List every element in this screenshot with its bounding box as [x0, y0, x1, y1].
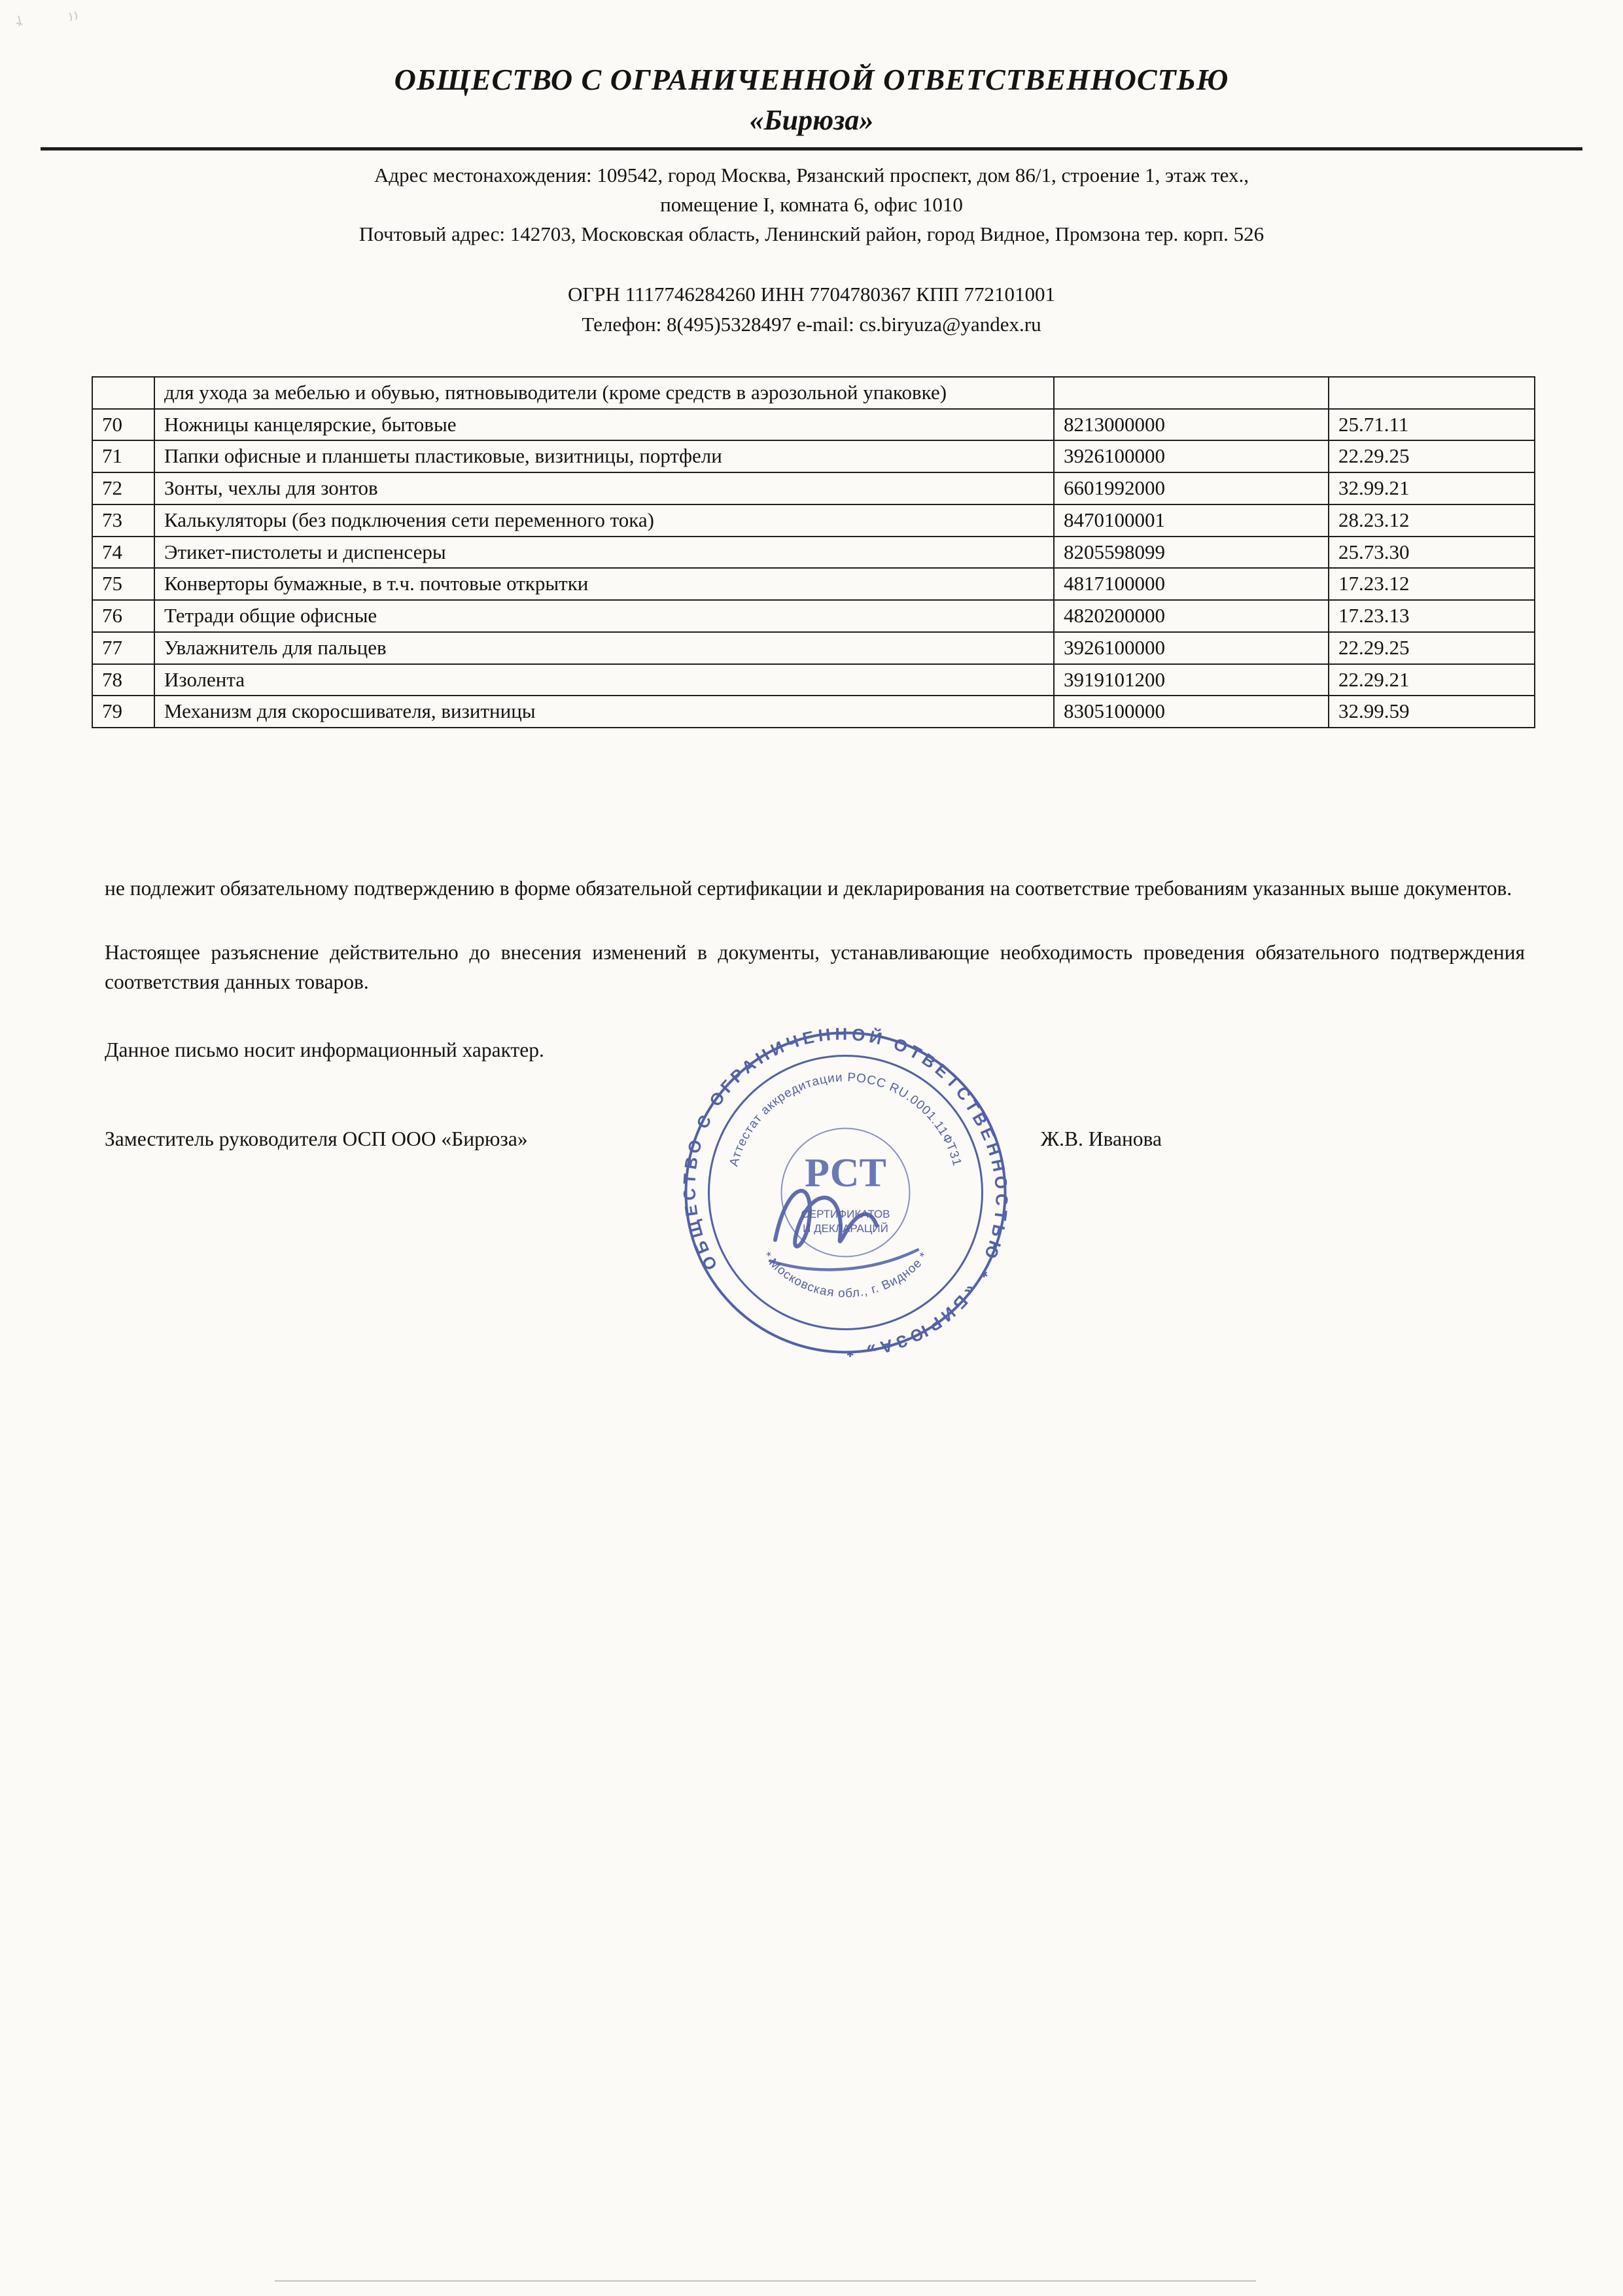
- row-name-cell: Изолента: [154, 664, 1054, 696]
- contact-line: Телефон: 8(495)5328497 e-mail: cs.biryuza@yandex.ru: [582, 313, 1041, 336]
- row-number-cell: 74: [92, 537, 154, 569]
- row-name-cell: для ухода за мебелью и обувью, пятновыводители (кроме средств в аэрозольной упаковке): [154, 377, 1054, 409]
- row-number-cell: 72: [92, 472, 154, 504]
- row-okpd-cell: 22.29.21: [1329, 664, 1535, 696]
- table-row: [92, 568, 1535, 600]
- row-code-cell: 4817100000: [1054, 568, 1329, 600]
- table-row: [92, 537, 1535, 569]
- row-name-cell: Конверторы бумажные, в т.ч. почтовые открытки: [154, 568, 1054, 600]
- row-okpd-cell: 25.73.30: [1329, 537, 1535, 569]
- table-row: [92, 440, 1535, 472]
- row-okpd-cell: 22.29.25: [1329, 440, 1535, 472]
- paragraph-certification: не подлежит обязательному подтверждению в форме обязательной сертификации и декларирования на соответствие требованиям указанных выше документов.: [105, 877, 1512, 900]
- row-code-cell: 8470100001: [1054, 504, 1329, 537]
- row-number-cell: 79: [92, 696, 154, 728]
- letterhead-divider: [41, 147, 1582, 150]
- row-code-cell: 8213000000: [1054, 409, 1329, 441]
- stamp-middle-circle: [709, 1056, 983, 1330]
- round-stamp: [677, 1024, 1014, 1361]
- row-code-cell: 3926100000: [1054, 440, 1329, 472]
- row-name-cell: Тетради общие офисные: [154, 600, 1054, 632]
- row-okpd-cell: 32.99.59: [1329, 696, 1535, 728]
- row-number-cell: 77: [92, 632, 154, 664]
- table-row: [92, 409, 1535, 441]
- row-code-cell: [1054, 377, 1329, 409]
- postal-address-line: Почтовый адрес: 142703, Московская область, Ленинский район, город Видное, Промзона тер. корп. 526: [358, 222, 1265, 245]
- row-number-cell: 70: [92, 409, 154, 441]
- letter-body: [105, 874, 1525, 1065]
- signer-name: Ж.В. Иванова: [1040, 1127, 1162, 1150]
- row-name-cell: Папки офисные и планшеты пластиковые, визитницы, портфели: [154, 440, 1054, 472]
- registration-line: ОГРН 1117746284260 ИНН 7704780367 КПП 772101001: [568, 282, 1055, 306]
- stamp-location-text: * Московская обл., г. Видное *: [759, 1249, 932, 1301]
- row-name-cell: Зонты, чехлы для зонтов: [154, 472, 1054, 504]
- address-line-1: Адрес местонахождения: 109542, город Москва, Рязанский проспект, дом 86/1, строение 1, этаж тех.,: [374, 164, 1249, 186]
- signer-position: Заместитель руководителя ОСП ООО «Бирюза»: [105, 1127, 528, 1150]
- table-row: [92, 600, 1535, 632]
- goods-table: [92, 376, 1535, 728]
- signature-row: [105, 1127, 1525, 1151]
- row-okpd-cell: [1329, 377, 1535, 409]
- org-name-line2: «Бирюза»: [749, 104, 874, 136]
- paragraph-informational: Данное письмо носит информационный характер.: [105, 1038, 544, 1062]
- row-code-cell: 3926100000: [1054, 632, 1329, 664]
- stamp-outer-circle: [686, 1033, 1005, 1352]
- row-okpd-cell: 17.23.13: [1329, 600, 1535, 632]
- row-number-cell: 75: [92, 568, 154, 600]
- registration-block: [0, 279, 1623, 340]
- address-block: [0, 161, 1623, 249]
- row-code-cell: 3919101200: [1054, 664, 1329, 696]
- table-row: [92, 696, 1535, 728]
- row-number-cell: [92, 377, 154, 409]
- row-code-cell: 8205598099: [1054, 537, 1329, 569]
- stamp-accreditation-text: Аттестат аккредитации РОСС RU.0001.11ФТ31: [727, 1070, 964, 1168]
- row-code-cell: 4820200000: [1054, 600, 1329, 632]
- row-okpd-cell: 25.71.11: [1329, 409, 1535, 441]
- stamp-outer-ring-text: ОБЩЕСТВО С ОГРАНИЧЕННОЙ ОТВЕТСТВЕННОСТЬЮ * «БИРЮЗА» *: [679, 1024, 1012, 1361]
- table-row: [92, 504, 1535, 537]
- rst-logo: РСТ: [805, 1151, 886, 1195]
- row-name-cell: Увлажнитель для пальцев: [154, 632, 1054, 664]
- letterhead: [0, 0, 1623, 340]
- row-number-cell: 71: [92, 440, 154, 472]
- address-line-2: помещение I, комната 6, офис 1010: [660, 192, 963, 216]
- table-row: [92, 632, 1535, 664]
- row-number-cell: 76: [92, 600, 154, 632]
- row-code-cell: 8305100000: [1054, 696, 1329, 728]
- row-name-cell: Этикет-пистолеты и диспенсеры: [154, 537, 1054, 569]
- row-name-cell: Ножницы канцелярские, бытовые: [154, 409, 1054, 441]
- row-name-cell: Механизм для скоросшивателя, визитницы: [154, 696, 1054, 728]
- row-okpd-cell: 32.99.21: [1329, 472, 1535, 504]
- row-okpd-cell: 22.29.25: [1329, 632, 1535, 664]
- table-row: [92, 472, 1535, 504]
- handwritten-signature: [770, 1191, 918, 1270]
- scan-artifact-line: [275, 2280, 1256, 2282]
- row-number-cell: 73: [92, 504, 154, 537]
- pencil-marks: [14, 8, 86, 34]
- stamp-center-line1: СЕРТИФИКАТОВ: [801, 1208, 890, 1220]
- row-okpd-cell: 28.23.12: [1329, 504, 1535, 537]
- stamp-center-line2: И ДЕКЛАРАЦИЙ: [803, 1222, 888, 1235]
- row-number-cell: 78: [92, 664, 154, 696]
- table-row: [92, 664, 1535, 696]
- paragraph-validity: Настоящее разъяснение действительно до внесения изменений в документы, устанавливающие необходимость проведения обязательного подтверждения соответствия данных товаров.: [105, 940, 1525, 994]
- row-name-cell: Калькуляторы (без подключения сети переменного тока): [154, 504, 1054, 537]
- row-okpd-cell: 17.23.12: [1329, 568, 1535, 600]
- row-code-cell: 6601992000: [1054, 472, 1329, 504]
- table-row: [92, 377, 1535, 409]
- org-name-line1: ОБЩЕСТВО С ОГРАНИЧЕННОЙ ОТВЕТСТВЕННОСТЬЮ: [394, 63, 1229, 96]
